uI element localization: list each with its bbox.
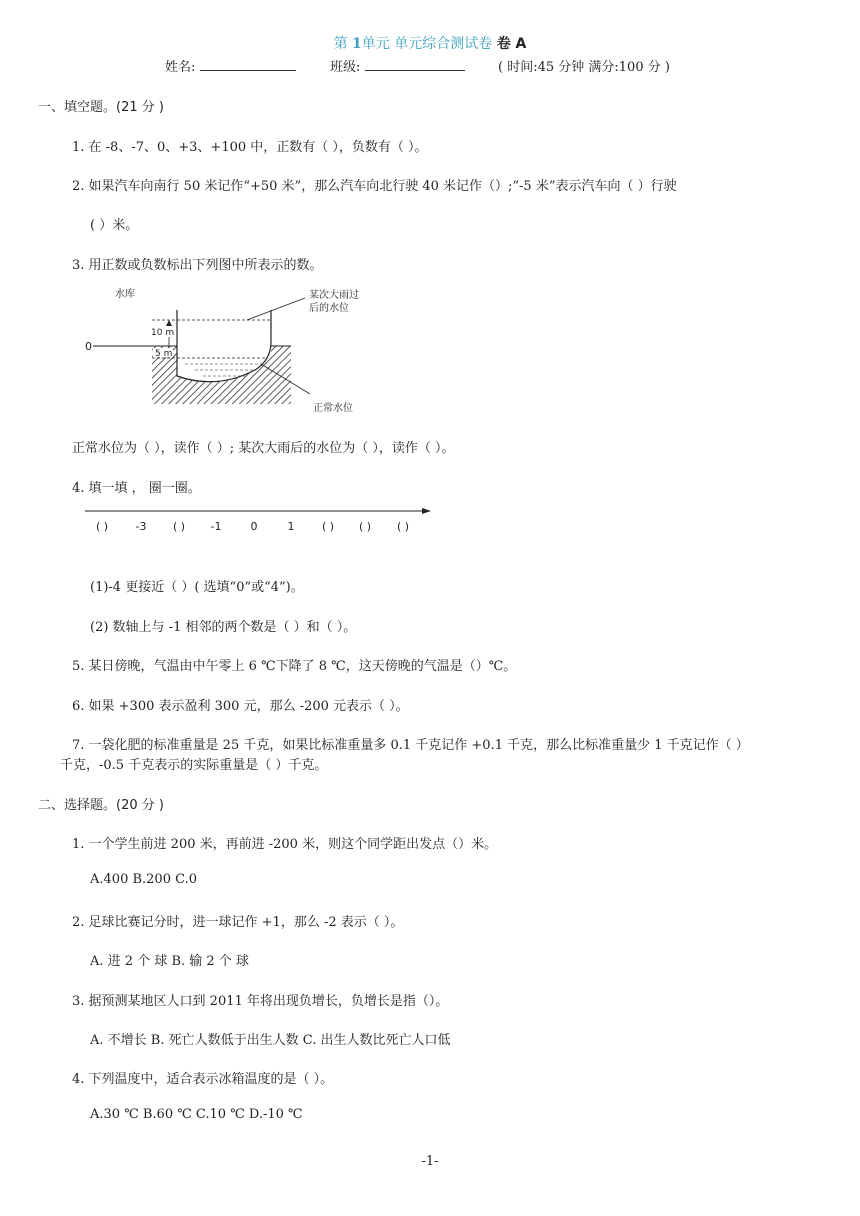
class-label: 班级: <box>330 60 361 75</box>
name-blank[interactable] <box>200 56 296 71</box>
number-line-label: ( ) <box>172 520 186 533</box>
question-1-1: 1. 在 -8、-7、0、+3、+100 中，正数有（ ），负数有（ ）。 <box>72 140 428 155</box>
question-1-2-line1: 2. 如果汽车向南行 50 米记作“+50 米”，那么汽车向北行驶 40 米记作（）;“-5 米”表示汽车向（ ）行驶 <box>72 179 677 194</box>
question-1-4: 4. 填一填 ， 圈一圈。 <box>72 481 201 496</box>
question-2-1-options: A.400 B.200 C.0 <box>90 872 197 887</box>
question-1-7-line2: 千克，-0.5 千克表示的实际重量是（ ）千克。 <box>60 758 328 773</box>
section-heading-fill-in: 一、填空题。(21 分 ) <box>38 100 164 115</box>
question-2-2: 2. 足球比赛记分时，进一球记作 +1，那么 -2 表示（ ）。 <box>72 915 404 930</box>
class-field <box>330 56 465 75</box>
question-2-2-options: A. 进 2 个 球 B. 输 2 个 球 <box>90 954 249 969</box>
title-main: 单元 单元综合测试卷 <box>361 36 493 52</box>
question-2-3: 3. 据预测某地区人口到 2011 年将出现负增长，负增长是指（）。 <box>72 994 449 1009</box>
time-info: ( 时间:45 分钟 满分:100 分 ) <box>498 60 670 75</box>
name-label: 姓名: <box>165 60 196 75</box>
title-prefix: 第 <box>333 36 348 52</box>
ten-m-label: 10 m <box>151 328 175 338</box>
page-number: -1- <box>421 1154 439 1169</box>
number-line-label: ( ) <box>321 520 335 533</box>
question-1-3: 3. 用正数或负数标出下列图中所表示的数。 <box>72 258 323 273</box>
rain-leader-line <box>247 298 305 320</box>
question-1-7-line1: 7. 一袋化肥的标准重量是 25 千克，如果比标准重量多 0.1 千克记作 +0.1 千克，那么比标准重量少 1 千克记作（ ） <box>72 738 749 753</box>
number-line-label: 1 <box>287 520 295 533</box>
question-1-4-sub2: (2) 数轴上与 -1 相邻的两个数是（ ）和（ ）。 <box>90 620 357 635</box>
question-2-4-options: A.30 ℃ B.60 ℃ C.10 ℃ D.-10 ℃ <box>90 1107 303 1122</box>
question-1-4-sub1: (1)-4 更接近（ ）( 选填“0”或“4”)。 <box>90 580 304 595</box>
reservoir-diagram <box>85 282 385 417</box>
question-2-1: 1. 一个学生前进 200 米，再前进 -200 米，则这个同学距出发点（）米。 <box>72 837 498 852</box>
section-heading-choice: 二、选择题。(20 分 ) <box>38 798 164 813</box>
number-line-label: -3 <box>135 520 147 533</box>
reservoir-label: 水库 <box>115 289 135 300</box>
number-line <box>85 505 435 537</box>
question-1-3-answer: 正常水位为（ ），读作（ ）; 某次大雨后的水位为（ ），读作（ ）。 <box>72 441 455 456</box>
number-line-label: ( ) <box>95 520 109 533</box>
question-1-6: 6. 如果 +300 表示盈利 300 元，那么 -200 元表示（ ）。 <box>72 699 409 714</box>
number-line-label: ( ) <box>396 520 410 533</box>
title-suffix: 卷 A <box>496 36 527 52</box>
question-1-2-line2: ( ）米。 <box>90 218 139 233</box>
zero-level-label: 0 <box>85 340 92 353</box>
rain-label-line2: 后的水位 <box>309 303 349 314</box>
unit-number: 1 <box>352 36 362 52</box>
name-field <box>165 56 296 75</box>
question-2-4: 4. 下列温度中，适合表示冰箱温度的是（ ）。 <box>72 1072 334 1087</box>
number-line-label: 0 <box>250 520 258 533</box>
question-2-3-options: A. 不增长 B. 死亡人数低于出生人数 C. 出生人数比死亡人口低 <box>90 1033 451 1048</box>
class-blank[interactable] <box>365 56 465 71</box>
arrow-head <box>166 320 172 326</box>
number-line-label: -1 <box>210 520 222 533</box>
page-title <box>0 33 860 53</box>
five-m-label: 5 m <box>155 349 173 359</box>
rain-label-line1: 某次大雨过 <box>309 290 359 301</box>
number-line-arrow <box>422 508 431 514</box>
normal-level-label: 正常水位 <box>313 403 353 414</box>
question-1-5: 5. 某日傍晚，气温由中午零上 6 ℃下降了 8 ℃，这天傍晚的气温是（）℃。 <box>72 659 517 674</box>
number-line-label: ( ) <box>358 520 372 533</box>
